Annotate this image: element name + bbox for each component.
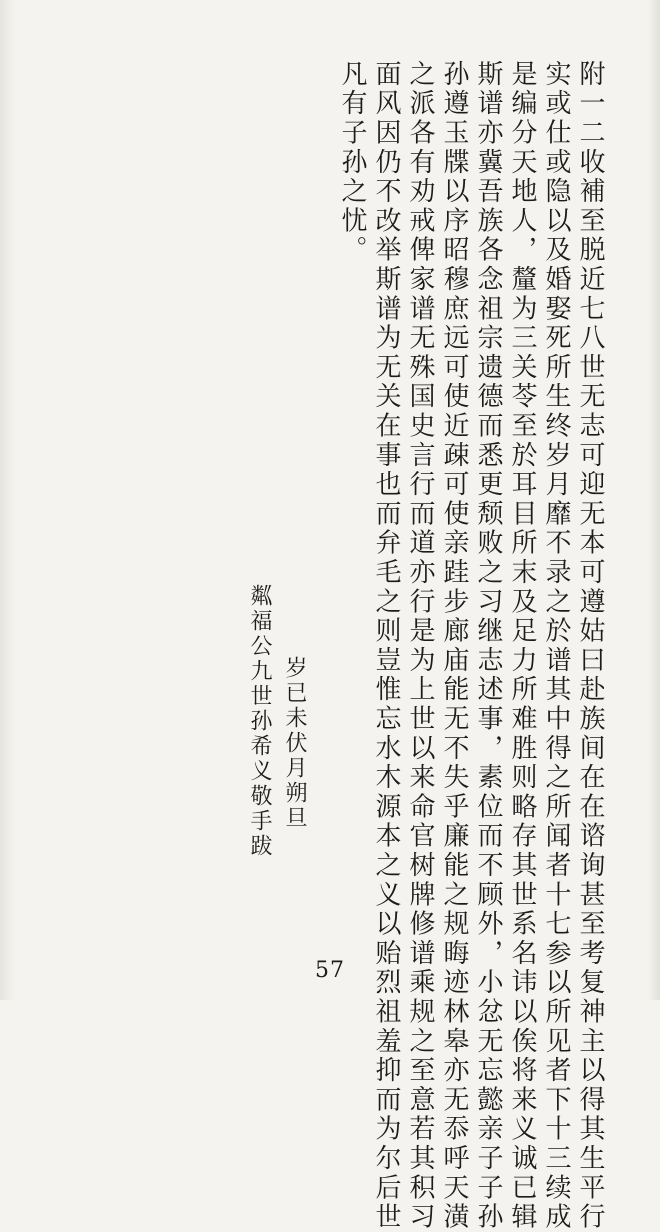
text-column-1: 附一二收補至脱近七八世无志可迎无本可遵姑曰赴族间在在谘询甚至考复神主以得其生平行 xyxy=(575,60,605,1232)
date-line: 岁已未伏月朔旦 xyxy=(282,656,307,831)
text-column-4: 斯谱亦冀吾族各念祖宗遗德而悉更颓败之习继志述事，素位而不顾外，小忿无忘懿亲子子孙 xyxy=(473,60,503,1232)
text-column-8: 凡有子孙之忧。 xyxy=(337,60,367,266)
text-column-3: 是编分天地人，釐为三关苓至於耳目所末及足力所难胜则略存其世系名讳以俟将来义诚已辑 xyxy=(507,60,537,1232)
text-column-6: 之派各有劝戒俾家谱无殊国史言行而道亦行是为上世以来命官树牌修谱乘规之至意若其积习 xyxy=(405,60,435,1232)
text-column-7: 面风因仍不改举斯谱为无关在事也而弁毛之则豈惟忘水木源本之义以贻烈祖羞抑而为尔后世 xyxy=(371,60,401,1232)
scan-edge-left xyxy=(0,0,14,1000)
signature-line: 粼福公九世孙希义敬手跋 xyxy=(247,584,272,859)
text-column-2: 实或仕或隐以及婚娶死所生终岁月靡不录之於谱其中得之所闻者十七参以所见者下十三续成 xyxy=(541,60,571,1232)
scan-edge-right xyxy=(648,0,660,1000)
text-column-5: 孙遵玉牒以序昭穆庶远可使近疎可使亲跬步廊庙能无不失乎廉能之规晦迹林皋亦无忝呼天潢 xyxy=(439,60,469,1232)
page-number: 57 xyxy=(315,958,345,983)
